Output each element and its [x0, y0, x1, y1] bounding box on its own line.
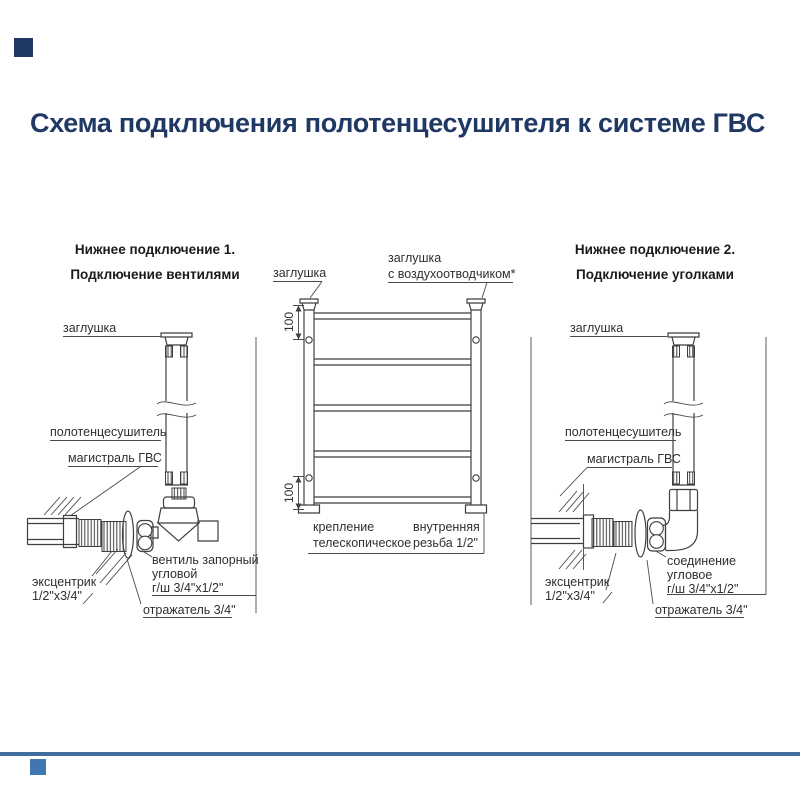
center-air-plug-label-line2: с воздухоотводчиком*	[388, 267, 516, 281]
mount-bracket	[306, 337, 312, 343]
eccentric-thread	[102, 522, 126, 552]
right-reflector-label: отражатель 3/4"	[655, 603, 748, 617]
rail-rungs	[314, 313, 471, 503]
center-air-plug-label-line1: заглушка	[388, 251, 442, 265]
reflector-cup	[635, 510, 646, 557]
center-mount-label-line1: крепление	[313, 520, 375, 534]
right-eccentric-label-line1: эксцентрик	[545, 575, 610, 589]
left-heading-line1: Нижнее подключение 1.	[74, 242, 236, 257]
right-union-label-line1: соединение	[667, 554, 736, 568]
left-eccentric-label-line1: эксцентрик	[32, 575, 97, 589]
footer-accent-rule	[0, 752, 800, 756]
left-hws-main-label: магистраль ГВС	[68, 451, 162, 465]
center-plug-left-label: заглушка	[273, 266, 327, 280]
right-plug-label: заглушка	[570, 321, 624, 335]
mount-bracket	[473, 475, 479, 481]
right-union-label-line2: угловое	[667, 568, 713, 582]
footer-decoration-square	[30, 759, 46, 775]
left-valve-label-line2: угловой	[152, 567, 198, 581]
left-towel-rail-label: полотенцесушитель	[50, 425, 167, 439]
union-hex-nut	[670, 490, 698, 511]
dimension-top-100: 100	[282, 311, 296, 333]
page-title: Схема подключения полотенцесушителя к системе ГВС	[30, 108, 766, 138]
right-union-label-line3: г/ш 3/4"х1/2"	[667, 582, 739, 596]
center-thread-label-line2: резьба 1/2"	[413, 536, 478, 550]
mount-bracket	[306, 475, 312, 481]
right-heading-line1: Нижнее подключение 2.	[574, 242, 736, 257]
wall-hatch	[559, 484, 589, 570]
mount-bracket	[473, 337, 479, 343]
eccentric-thread	[614, 522, 632, 547]
right-hws-main-label: магистраль ГВС	[587, 452, 681, 466]
left-eccentric-label-line2: 1/2"х3/4"	[32, 589, 82, 603]
right-heading-line2: Подключение уголками	[576, 267, 734, 282]
center-rail-linework	[273, 282, 531, 606]
right-towel-rail-label: полотенцесушитель	[565, 425, 682, 439]
center-mount-label-line2: телескопическое	[313, 536, 412, 550]
elbow	[662, 490, 698, 551]
left-heading-line2: Подключение вентилями	[70, 267, 240, 282]
dimension-bottom-100: 100	[282, 482, 296, 504]
right-eccentric-label-line2: 1/2"х3/4"	[545, 589, 595, 603]
left-reflector-label: отражатель 3/4"	[143, 603, 236, 617]
left-valve-label-line1: вентиль запорный	[152, 553, 259, 567]
left-plug-label: заглушка	[63, 321, 117, 335]
center-thread-label-line1: внутренняя	[413, 520, 480, 534]
left-valve-label-line3: г/ш 3/4"х1/2"	[152, 581, 224, 595]
